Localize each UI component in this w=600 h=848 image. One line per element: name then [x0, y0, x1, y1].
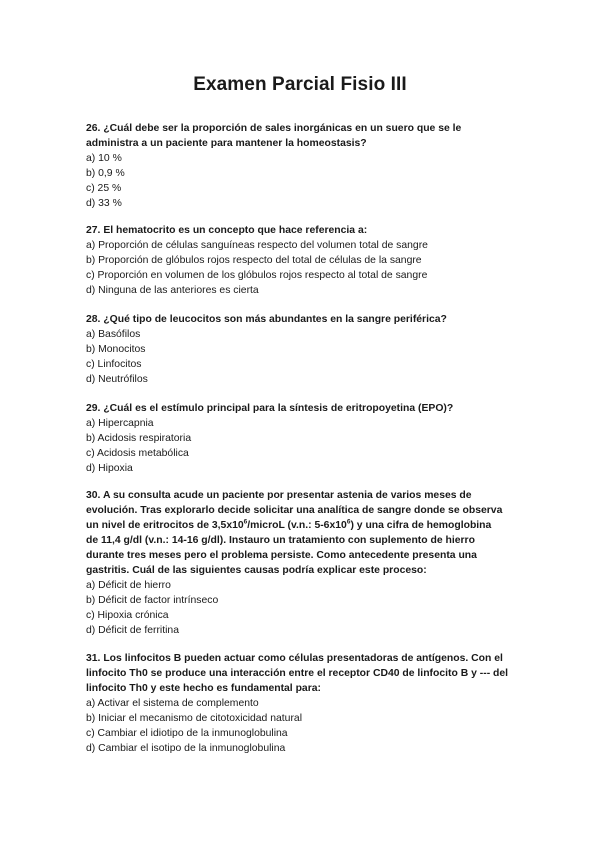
question-line: de 11,4 g/dl (v.n.: 14-16 g/dl). Instauro un tratamiento con suplemento de hierro: [86, 535, 475, 546]
question-fragment: ) y una cifra de hemoglobina: [350, 520, 492, 531]
option-a: a) Hipercapnia: [86, 418, 154, 429]
option-c: c) Proporción en volumen de los glóbulos rojos respecto al total de sangre: [86, 270, 428, 281]
question-line: evolución. Tras explorarlo decide solicitar una analítica de sangre donde se observa: [86, 505, 503, 516]
question-line: 31. Los linfocitos B pueden actuar como células presentadoras de antígenos. Con el: [86, 653, 503, 664]
question-29: [86, 401, 516, 476]
option-b: b) Acidosis respiratoria: [86, 433, 192, 444]
question-text: [86, 121, 516, 151]
question-text: [86, 488, 516, 578]
question-28: [86, 312, 516, 387]
option-a: a) Proporción de células sanguíneas respecto del volumen total de sangre: [86, 240, 428, 251]
question-line: linfocito Th0 se produce una interacción entre el receptor CD40 de linfocito B y --- del: [86, 668, 509, 679]
question-text: [86, 312, 516, 327]
option-a: a) 10 %: [86, 153, 122, 164]
question-line: 26. ¿Cuál debe ser la proporción de sales inorgánicas en un suero que se le: [86, 123, 462, 134]
option-d: d) 33 %: [86, 198, 122, 209]
question-line: administra a un paciente para mantener la homeostasis?: [86, 138, 367, 149]
option-d: d) Déficit de ferritina: [86, 625, 179, 636]
question-31: [86, 651, 516, 756]
option-b: b) 0,9 %: [86, 168, 125, 179]
question-line: gastritis. Cuál de las siguientes causas podría explicar este proceso:: [86, 565, 427, 576]
question-text: [86, 651, 516, 696]
option-c: c) Acidosis metabólica: [86, 448, 189, 459]
option-a: a) Activar el sistema de complemento: [86, 698, 259, 709]
question-27: [86, 223, 516, 298]
option-a: a) Déficit de hierro: [86, 580, 171, 591]
question-30: [86, 488, 516, 638]
question-text: [86, 223, 516, 238]
option-c: c) 25 %: [86, 183, 122, 194]
option-d: d) Hipoxia: [86, 463, 133, 474]
question-text: [86, 401, 516, 416]
question-line: durante tres meses pero el problema persiste. Como antecedente presenta una: [86, 550, 477, 561]
option-c: c) Cambiar el idiotipo de la inmunoglobulina: [86, 728, 288, 739]
option-a: a) Basófilos: [86, 329, 141, 340]
question-fragment: /microL (v.n.: 5-6x10: [247, 520, 347, 531]
question-line: 28. ¿Qué tipo de leucocitos son más abundantes en la sangre periférica?: [86, 314, 447, 325]
option-d: d) Cambiar el isotipo de la inmunoglobulina: [86, 743, 286, 754]
question-line: 30. A su consulta acude un paciente por presentar astenia de varios meses de: [86, 490, 472, 501]
superscript: 6: [243, 518, 248, 526]
option-d: d) Neutrófilos: [86, 374, 148, 385]
option-b: b) Monocitos: [86, 344, 146, 355]
page-title: Examen Parcial Fisio III: [193, 74, 407, 95]
question-26: [86, 121, 516, 211]
option-b: b) Iniciar el mecanismo de citotoxicidad natural: [86, 713, 302, 724]
question-fragment: un nivel de eritrocitos de 3,5x10: [86, 520, 244, 531]
question-line: 27. El hematocrito es un concepto que hace referencia a:: [86, 225, 368, 236]
question-line: linfocito Th0 y este hecho es fundamental para:: [86, 683, 321, 694]
question-line: [86, 518, 516, 533]
option-b: b) Proporción de glóbulos rojos respecto del total de células de la sangre: [86, 255, 422, 266]
option-c: c) Linfocitos: [86, 359, 142, 370]
superscript: 6: [346, 518, 351, 526]
question-line: 29. ¿Cuál es el estímulo principal para la síntesis de eritropoyetina (EPO)?: [86, 403, 454, 414]
option-c: c) Hipoxia crónica: [86, 610, 169, 621]
option-d: d) Ninguna de las anteriores es cierta: [86, 285, 259, 296]
option-b: b) Déficit de factor intrínseco: [86, 595, 219, 606]
